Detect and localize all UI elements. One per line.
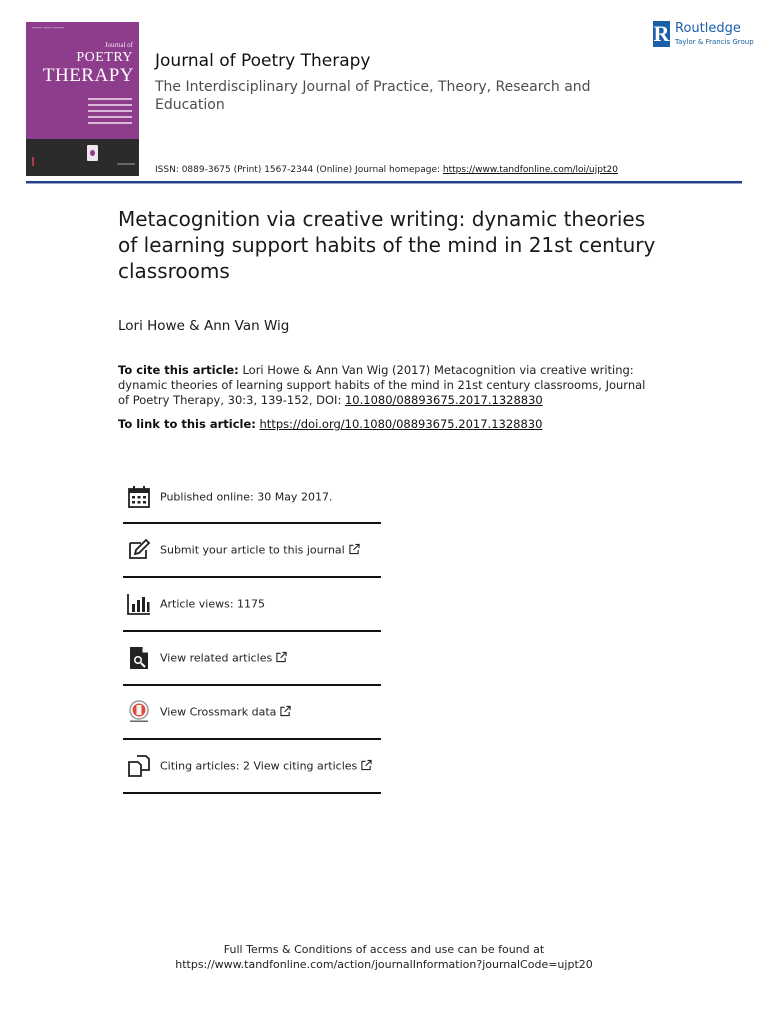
article-views-text: Article views: 1175 <box>160 597 266 611</box>
link-label: To link to this article: <box>118 417 256 431</box>
issn-text: ISSN: 0889-3675 (Print) 1567-2344 (Online) Journal homepage: <box>155 165 443 175</box>
terms-footer-line1: Full Terms & Conditions of access and use can be found at <box>223 943 545 956</box>
related-articles-row[interactable] <box>123 632 381 686</box>
cover-journal-of: Journal of <box>104 41 133 49</box>
cite-label: To cite this article: <box>118 363 239 377</box>
citation-block <box>118 363 658 408</box>
terms-footer <box>0 942 768 972</box>
external-link-icon <box>349 544 360 555</box>
calendar-icon <box>127 485 151 509</box>
routledge-r-icon: R <box>653 21 670 46</box>
routledge-logo <box>653 21 754 51</box>
citing-articles-row[interactable] <box>123 740 381 794</box>
journal-cover-image <box>26 22 139 176</box>
submit-article-row[interactable] <box>123 524 381 578</box>
cover-poetry: POETRY <box>76 50 133 65</box>
cover-bottom-band <box>26 139 139 176</box>
cover-therapy: THERAPY <box>42 65 134 86</box>
cover-blurb <box>88 98 132 128</box>
submit-article-link[interactable]: Submit your article to this journal <box>160 544 360 557</box>
published-online-row <box>123 472 381 524</box>
publisher-name: Routledge <box>675 21 741 36</box>
journal-subtitle: The Interdisciplinary Journal of Practice, Theory, Research and Education <box>155 79 591 113</box>
bar-chart-icon <box>127 592 151 616</box>
publisher-group: Taylor & Francis Group <box>675 38 754 46</box>
article-doi-url-link[interactable]: https://doi.org/10.1080/08893675.2017.1328830 <box>259 417 543 431</box>
journal-homepage-link[interactable]: https://www.tandfonline.com/loi/ujpt20 <box>442 165 618 175</box>
external-link-icon <box>276 652 287 663</box>
article-views-row <box>123 578 381 632</box>
issn-line <box>155 165 618 175</box>
crossmark-row[interactable] <box>123 686 381 740</box>
article-authors: Lori Howe & Ann Van Wig <box>118 318 290 334</box>
crossmark-icon <box>127 700 151 724</box>
article-link-line <box>118 417 542 431</box>
header-divider-thin <box>26 183 742 184</box>
external-link-icon <box>361 760 372 771</box>
edit-icon <box>127 538 151 562</box>
search-document-icon <box>127 646 151 670</box>
cover-barcode <box>117 163 135 165</box>
cover-badge-icon <box>87 145 98 161</box>
cover-routledge-mark <box>32 157 46 166</box>
published-online-text: Published online: 30 May 2017. <box>160 490 333 504</box>
doi-link[interactable]: 10.1080/08893675.2017.1328830 <box>344 393 543 407</box>
citing-articles-icon <box>127 754 151 778</box>
journal-title: Journal of Poetry Therapy <box>155 51 371 71</box>
external-link-icon <box>280 706 291 717</box>
article-title: Metacognition via creative writing: dynamic theories of learning support habits of the mind in 21st century classrooms <box>118 207 656 283</box>
crossmark-link[interactable]: View Crossmark data <box>160 706 291 719</box>
terms-footer-url[interactable]: https://www.tandfonline.com/action/journalInformation?journalCode=ujpt20 <box>175 958 593 971</box>
cite-text: Lori Howe & Ann Van Wig (2017) Metacognition via creative writing: dynamic theories of learning support habits of the mind in 21st century classrooms, Journal of Poetry Therapy, 30:3, 139-152, DOI: <box>118 363 646 407</box>
related-articles-link[interactable]: View related articles <box>160 652 287 665</box>
article-info-list <box>123 472 381 794</box>
cover-issue-line: ━━━━━ ━━━━ ━━━━━━ <box>32 26 65 30</box>
citing-articles-link[interactable]: Citing articles: 2 View citing articles <box>160 760 372 773</box>
